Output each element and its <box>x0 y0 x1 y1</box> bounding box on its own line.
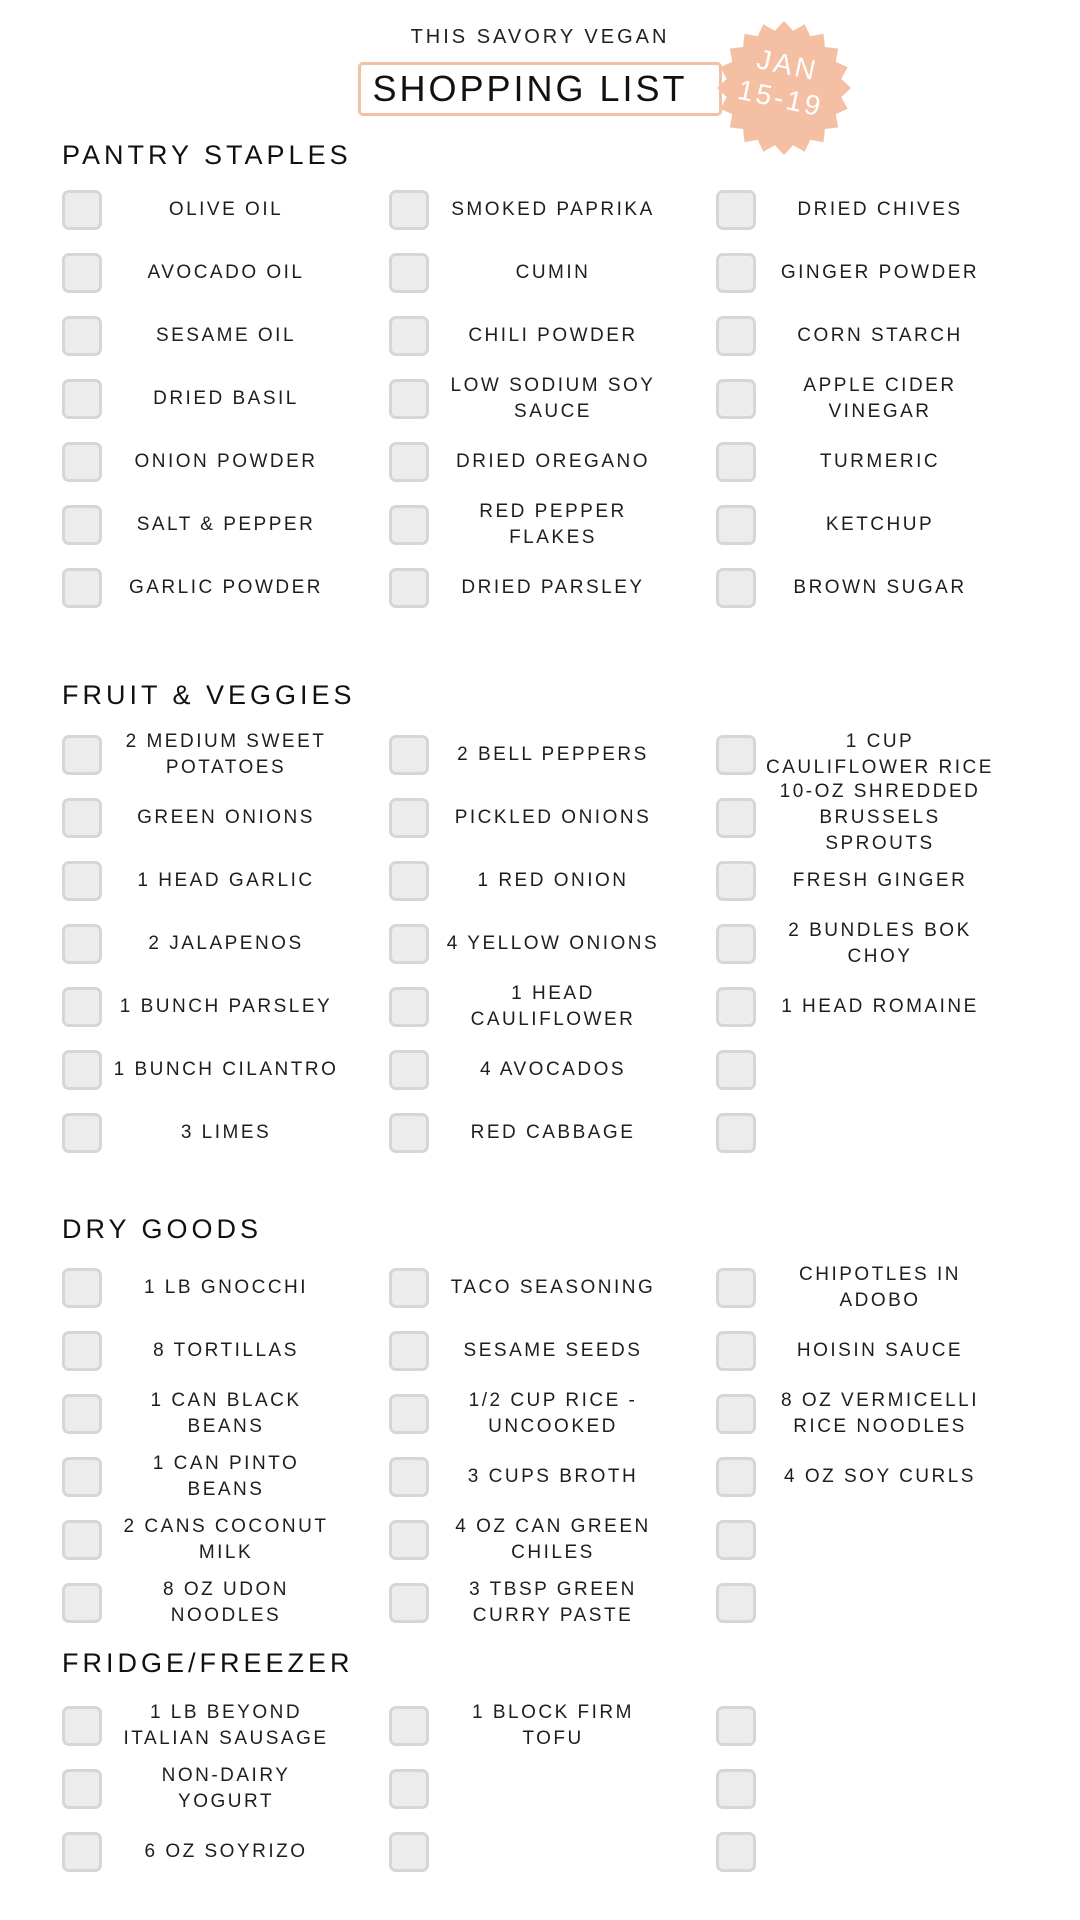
checkbox-right[interactable] <box>716 1113 756 1153</box>
checkbox-right[interactable] <box>716 861 756 901</box>
item-label: 1 BUNCH CILANTRO <box>113 1059 339 1080</box>
item-label: 1 LB BEYOND ITALIAN SAUSAGE <box>123 1702 329 1749</box>
item-label: 8 TORTILLAS <box>153 1340 299 1361</box>
checkbox-right[interactable] <box>716 1832 756 1872</box>
checkbox-middle[interactable] <box>389 1457 429 1497</box>
item-label: 1 CUP CAULIFLOWER RICE <box>766 731 994 778</box>
checkbox-right[interactable] <box>716 316 756 356</box>
brand-name: THIS SAVORY VEGAN <box>410 26 670 48</box>
item-label: CORN STARCH <box>797 325 963 346</box>
item-label: 1 LB GNOCCHI <box>143 1277 309 1298</box>
checkbox-middle[interactable] <box>389 190 429 230</box>
checkbox-left[interactable] <box>62 1706 102 1746</box>
item-label: KETCHUP <box>825 514 935 535</box>
item-label: DRIED CHIVES <box>797 199 963 220</box>
checkbox-middle[interactable] <box>389 1520 429 1560</box>
item-label: 8 OZ VERMICELLI RICE NOODLES <box>781 1390 979 1437</box>
item-label: 8 OZ UDON NOODLES <box>163 1579 289 1626</box>
checkbox-middle[interactable] <box>389 924 429 964</box>
checkbox-left[interactable] <box>62 505 102 545</box>
checkbox-right[interactable] <box>716 1050 756 1090</box>
checkbox-left[interactable] <box>62 316 102 356</box>
item-label: RED CABBAGE <box>470 1122 636 1143</box>
date-badge-days: 15-19 <box>734 73 827 123</box>
checkbox-right[interactable] <box>716 1394 756 1434</box>
checkbox-middle[interactable] <box>389 1706 429 1746</box>
item-label: HOISIN SAUCE <box>796 1340 964 1361</box>
checkbox-right[interactable] <box>716 253 756 293</box>
checkbox-left[interactable] <box>62 1520 102 1560</box>
item-label: 1 RED ONION <box>477 870 629 891</box>
checkbox-middle[interactable] <box>389 505 429 545</box>
item-label: 4 YELLOW ONIONS <box>446 933 660 954</box>
checkbox-left[interactable] <box>62 1050 102 1090</box>
checkbox-right[interactable] <box>716 1520 756 1560</box>
section-title-fruit-veggies: FRUIT & VEGGIES <box>62 680 356 710</box>
item-label: 4 OZ CAN GREEN CHILES <box>455 1516 651 1563</box>
checkbox-right[interactable] <box>716 1583 756 1623</box>
item-label: OLIVE OIL <box>168 199 284 220</box>
item-label: GARLIC POWDER <box>128 577 324 598</box>
item-label: SMOKED PAPRIKA <box>451 199 655 220</box>
checkbox-left[interactable] <box>62 190 102 230</box>
item-label: 1 BUNCH PARSLEY <box>119 996 333 1017</box>
checkbox-right[interactable] <box>716 190 756 230</box>
checkbox-middle[interactable] <box>389 987 429 1027</box>
checkbox-middle[interactable] <box>389 735 429 775</box>
checkbox-middle[interactable] <box>389 1268 429 1308</box>
checkbox-left[interactable] <box>62 379 102 419</box>
item-label: 6 OZ SOYRIZO <box>144 1841 308 1862</box>
section-title-pantry: PANTRY STAPLES <box>62 140 352 170</box>
item-label: 2 JALAPENOS <box>148 933 304 954</box>
item-label: 3 LIMES <box>180 1122 272 1143</box>
checkbox-left[interactable] <box>62 1769 102 1809</box>
item-label: 2 BELL PEPPERS <box>457 744 649 765</box>
checkbox-middle[interactable] <box>389 1394 429 1434</box>
checkbox-left[interactable] <box>62 568 102 608</box>
checkbox-right[interactable] <box>716 1706 756 1746</box>
checkbox-left[interactable] <box>62 442 102 482</box>
item-label: 3 TBSP GREEN CURRY PASTE <box>469 1579 637 1626</box>
date-badge-month: JAN <box>754 43 822 87</box>
checkbox-right[interactable] <box>716 442 756 482</box>
checkbox-middle[interactable] <box>389 1331 429 1371</box>
checkbox-middle[interactable] <box>389 861 429 901</box>
item-label: PICKLED ONIONS <box>454 807 652 828</box>
section-title-fridge-freezer: FRIDGE/FREEZER <box>62 1648 354 1678</box>
item-label: 1 BLOCK FIRM TOFU <box>472 1702 634 1749</box>
page-title: SHOPPING LIST <box>372 68 688 109</box>
checkbox-right[interactable] <box>716 379 756 419</box>
item-label: APPLE CIDER VINEGAR <box>803 375 957 422</box>
item-label: 1 HEAD ROMAINE <box>781 996 979 1017</box>
item-label: AVOCADO OIL <box>147 262 305 283</box>
checkbox-middle[interactable] <box>389 442 429 482</box>
checkbox-middle[interactable] <box>389 253 429 293</box>
item-label: 1 HEAD CAULIFLOWER <box>470 983 636 1030</box>
item-label: SESAME OIL <box>155 325 297 346</box>
item-label: 1 HEAD GARLIC <box>137 870 315 891</box>
checkbox-left[interactable] <box>62 735 102 775</box>
item-label: 1 CAN PINTO BEANS <box>152 1453 300 1500</box>
item-label: DRIED PARSLEY <box>461 577 645 598</box>
checkbox-right[interactable] <box>716 798 756 838</box>
item-label: 1/2 CUP RICE - UNCOOKED <box>468 1390 638 1437</box>
item-label: 10-OZ SHREDDED BRUSSELS SPROUTS <box>779 781 981 854</box>
item-label: GREEN ONIONS <box>137 807 315 828</box>
item-label: CUMIN <box>515 262 591 283</box>
item-label: 4 OZ SOY CURLS <box>784 1466 976 1487</box>
item-label: FRESH GINGER <box>792 870 968 891</box>
item-label: 2 MEDIUM SWEET POTATOES <box>125 731 327 778</box>
date-badge <box>716 18 852 158</box>
item-label: TURMERIC <box>819 451 941 472</box>
checkbox-middle[interactable] <box>389 1769 429 1809</box>
checkbox-right[interactable] <box>716 568 756 608</box>
checkbox-middle[interactable] <box>389 1832 429 1872</box>
checkbox-left[interactable] <box>62 1583 102 1623</box>
checkbox-middle[interactable] <box>389 316 429 356</box>
item-label: SALT & PEPPER <box>136 514 316 535</box>
checkbox-left[interactable] <box>62 1331 102 1371</box>
item-label: 1 CAN BLACK BEANS <box>150 1390 302 1437</box>
checkbox-left[interactable] <box>62 798 102 838</box>
checkbox-middle[interactable] <box>389 379 429 419</box>
item-label: CHILI POWDER <box>468 325 638 346</box>
item-label: 2 CANS COCONUT MILK <box>123 1516 329 1563</box>
item-label: ONION POWDER <box>134 451 318 472</box>
title-box <box>358 62 722 116</box>
checkbox-right[interactable] <box>716 1457 756 1497</box>
checkbox-right[interactable] <box>716 1769 756 1809</box>
item-label: CHIPOTLES IN ADOBO <box>799 1264 961 1311</box>
checkbox-middle[interactable] <box>389 1583 429 1623</box>
item-label: LOW SODIUM SOY SAUCE <box>450 375 656 422</box>
checkbox-left[interactable] <box>62 1268 102 1308</box>
section-title-dry-goods: DRY GOODS <box>62 1214 263 1244</box>
checkbox-right[interactable] <box>716 505 756 545</box>
checkbox-right[interactable] <box>716 735 756 775</box>
item-label: TACO SEASONING <box>450 1277 656 1298</box>
checkbox-left[interactable] <box>62 1832 102 1872</box>
item-label: 3 CUPS BROTH <box>467 1466 639 1487</box>
checkbox-left[interactable] <box>62 1394 102 1434</box>
item-label: DRIED BASIL <box>153 388 299 409</box>
checkbox-middle[interactable] <box>389 1113 429 1153</box>
checkbox-right[interactable] <box>716 1268 756 1308</box>
checkbox-middle[interactable] <box>389 1050 429 1090</box>
item-label: SESAME SEEDS <box>463 1340 643 1361</box>
item-label: DRIED OREGANO <box>455 451 651 472</box>
checkbox-left[interactable] <box>62 1113 102 1153</box>
item-label: NON-DAIRY YOGURT <box>161 1765 291 1812</box>
checkbox-right[interactable] <box>716 1331 756 1371</box>
checkbox-left[interactable] <box>62 861 102 901</box>
checkbox-left[interactable] <box>62 1457 102 1497</box>
item-label: 4 AVOCADOS <box>479 1059 627 1080</box>
checkbox-left[interactable] <box>62 253 102 293</box>
item-label: BROWN SUGAR <box>793 577 967 598</box>
checkbox-right[interactable] <box>716 987 756 1027</box>
checkbox-right[interactable] <box>716 924 756 964</box>
checkbox-left[interactable] <box>62 987 102 1027</box>
item-label: 2 BUNDLES BOK CHOY <box>788 920 972 967</box>
item-label: GINGER POWDER <box>780 262 980 283</box>
item-label: RED PEPPER FLAKES <box>479 501 627 548</box>
checkbox-left[interactable] <box>62 924 102 964</box>
checkbox-middle[interactable] <box>389 798 429 838</box>
checkbox-middle[interactable] <box>389 568 429 608</box>
